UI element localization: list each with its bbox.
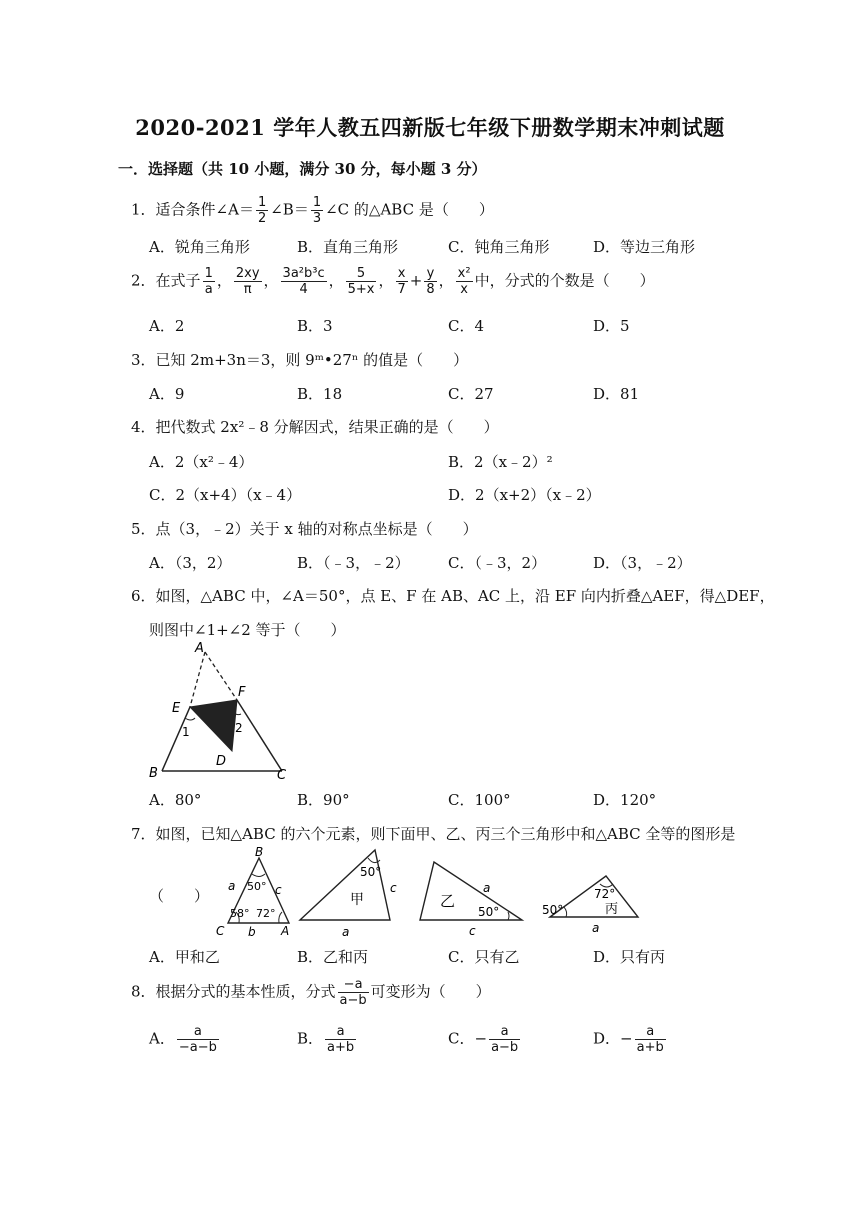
question-4: 4．把代数式 2x²﹣8 分解因式，结果正确的是（ ） (131, 418, 499, 436)
label-d: D (216, 754, 227, 769)
label-b: B (149, 766, 158, 780)
option-a[interactable]: A．2（x²﹣4） (149, 453, 254, 471)
option-a[interactable]: A．2 (149, 317, 185, 335)
angle-72: 72° (256, 907, 276, 920)
question-2: 2．在式子 $\frac{1}{a}$ ， $\frac{2xy}{\pi}$ ， $\frac{\text{3a²b³c}}{4}$ ， $\frac{5}{5+x}$ ， $\frac{x}{7}$ + $\frac{y}{8}$ ， $\frac{\text{x²}}{x}$ 中，分式的个数是（ ） (131, 266, 655, 297)
label-a: A (195, 641, 204, 656)
question-7-paren: （ ） (149, 887, 210, 905)
triangle-jia (300, 850, 390, 920)
question-5: 5．点（3，﹣2）关于 x 轴的对称点坐标是（ ） (131, 520, 478, 538)
fraction: $\frac{1}{a}$ (204, 266, 213, 297)
bing-label: 丙 (605, 902, 619, 917)
option-c[interactable]: C．只有乙 (448, 948, 520, 966)
option-d[interactable]: D．81 (593, 385, 640, 403)
option-c[interactable]: C．100° (448, 791, 511, 809)
yi-angle-50: 50° (478, 905, 500, 919)
bing-side-a: a (592, 921, 600, 935)
fraction: $\frac{1}{2}$ (257, 195, 267, 226)
folded-triangle (190, 700, 237, 751)
option-b[interactable]: B．18 (297, 385, 343, 403)
question-3: 3．已知 2m+3n＝3，则 9ᵐ•27ⁿ 的值是（ ） (131, 351, 469, 369)
option-a[interactable]: A． $\frac{a}{-a-b}$ (149, 1024, 217, 1055)
triangle-yi (420, 862, 522, 920)
bing-angle-50: 50° (542, 903, 564, 917)
yi-label: 乙 (440, 892, 456, 910)
option-c[interactable]: C．（﹣3，2） (448, 554, 547, 572)
vertex-c: C (216, 924, 225, 938)
fraction: $\frac{a}{a+b}$ (327, 1024, 355, 1055)
option-a[interactable]: A．（3，2） (149, 554, 232, 572)
fraction: $\frac{-a}{a-b}$ (339, 977, 367, 1008)
option-d[interactable]: D．− $\frac{a}{a+b}$ (593, 1024, 664, 1055)
option-d[interactable]: D．120° (593, 791, 657, 809)
question-number: 2． (131, 271, 156, 290)
fraction: $\frac{\text{3a²b³c}}{4}$ (282, 266, 325, 297)
option-c[interactable]: C．钝角三角形 (448, 238, 550, 256)
option-d[interactable]: D．5 (593, 317, 630, 335)
fraction: $\frac{1}{3}$ (312, 195, 322, 226)
jia-label: 甲 (350, 892, 364, 908)
option-c[interactable]: C．2（x+4）（x﹣4） (149, 486, 302, 504)
question-6-line2: 则图中∠1+∠2 等于（ ） (149, 621, 346, 639)
jia-side-c: c (390, 881, 397, 895)
label-c: C (277, 768, 287, 780)
side-c: c (275, 883, 282, 897)
question-8: 8．根据分式的基本性质，分式 $\frac{-a}{a-b}$ 可变形为（ ） (131, 977, 491, 1008)
option-d[interactable]: D．只有丙 (593, 948, 666, 966)
option-c[interactable]: C．27 (448, 385, 494, 403)
option-a[interactable]: A．甲和乙 (149, 948, 220, 966)
vertex-a: A (281, 924, 290, 938)
fraction: $\frac{a}{a-b}$ (491, 1024, 519, 1055)
fraction: $\frac{a}{a+b}$ (636, 1024, 664, 1055)
angle-50: 50° (247, 880, 267, 893)
fraction: $\frac{2xy}{\pi}$ (235, 266, 260, 297)
label-f: F (238, 685, 246, 700)
option-b[interactable]: B． $\frac{a}{a+b}$ (297, 1024, 355, 1055)
option-b[interactable]: B．（﹣3，﹣2） (297, 554, 410, 572)
option-a[interactable]: A．80° (149, 791, 202, 809)
option-c[interactable]: C．4 (448, 317, 485, 335)
page-title: 2020-2021 学年人教五四新版七年级下册数学期末冲刺试题 (135, 115, 725, 140)
angle-2-label: 2 (235, 721, 243, 735)
question-number: 1． (131, 200, 156, 219)
option-d[interactable]: D．（3，﹣2） (593, 554, 692, 572)
option-a[interactable]: A．锐角三角形 (149, 238, 250, 256)
yi-side-c: c (469, 924, 476, 938)
bing-angle-72: 72° (594, 887, 616, 901)
yi-side-a: a (483, 881, 491, 895)
option-d[interactable]: D．等边三角形 (593, 238, 696, 256)
option-b[interactable]: B．3 (297, 317, 333, 335)
fraction: $\frac{x}{7}$ (397, 266, 406, 297)
question-7: 7．如图，已知△ABC 的六个元素，则下面甲、乙、丙三个三角形中和△ABC 全等的图形是 (131, 825, 736, 843)
congruence-triangles-figure (212, 846, 642, 938)
label-e: E (172, 701, 181, 716)
angle-58: 58° (230, 907, 250, 920)
option-b[interactable]: B．乙和丙 (297, 948, 369, 966)
option-d[interactable]: D．2（x+2）（x﹣2） (448, 486, 601, 504)
fold-triangle-figure (145, 640, 290, 780)
side-a: a (228, 879, 236, 893)
option-c[interactable]: C．− $\frac{a}{a-b}$ (448, 1024, 519, 1055)
fraction: $\frac{\text{x²}}{x}$ (457, 266, 471, 297)
section-heading: 一．选择题（共 10 小题，满分 30 分，每小题 3 分） (118, 160, 487, 178)
option-b[interactable]: B．直角三角形 (297, 238, 399, 256)
vertex-b: B (255, 846, 264, 859)
question-1: 1．适合条件∠A＝ $\frac{1}{2}$ ∠B＝ $\frac{1}{3}$ ∠C 的△ABC 是（ ） (131, 195, 494, 226)
fraction: $\frac{y}{8}$ (426, 266, 435, 297)
option-a[interactable]: A．9 (149, 385, 185, 403)
option-b[interactable]: B．2（x﹣2）² (448, 453, 553, 471)
side-b: b (248, 925, 256, 938)
option-b[interactable]: B．90° (297, 791, 350, 809)
fraction: $\frac{a}{-a-b}$ (178, 1024, 217, 1055)
question-6: 6．如图，△ABC 中，∠A＝50°，点 E、F 在 AB、AC 上，沿 EF 向内折叠△AEF，得△DEF， (131, 587, 775, 605)
jia-angle-50: 50° (360, 865, 382, 879)
fraction: $\frac{5}{5+x}$ (347, 266, 375, 297)
jia-side-a: a (342, 925, 350, 938)
angle-1-label: 1 (182, 725, 190, 739)
